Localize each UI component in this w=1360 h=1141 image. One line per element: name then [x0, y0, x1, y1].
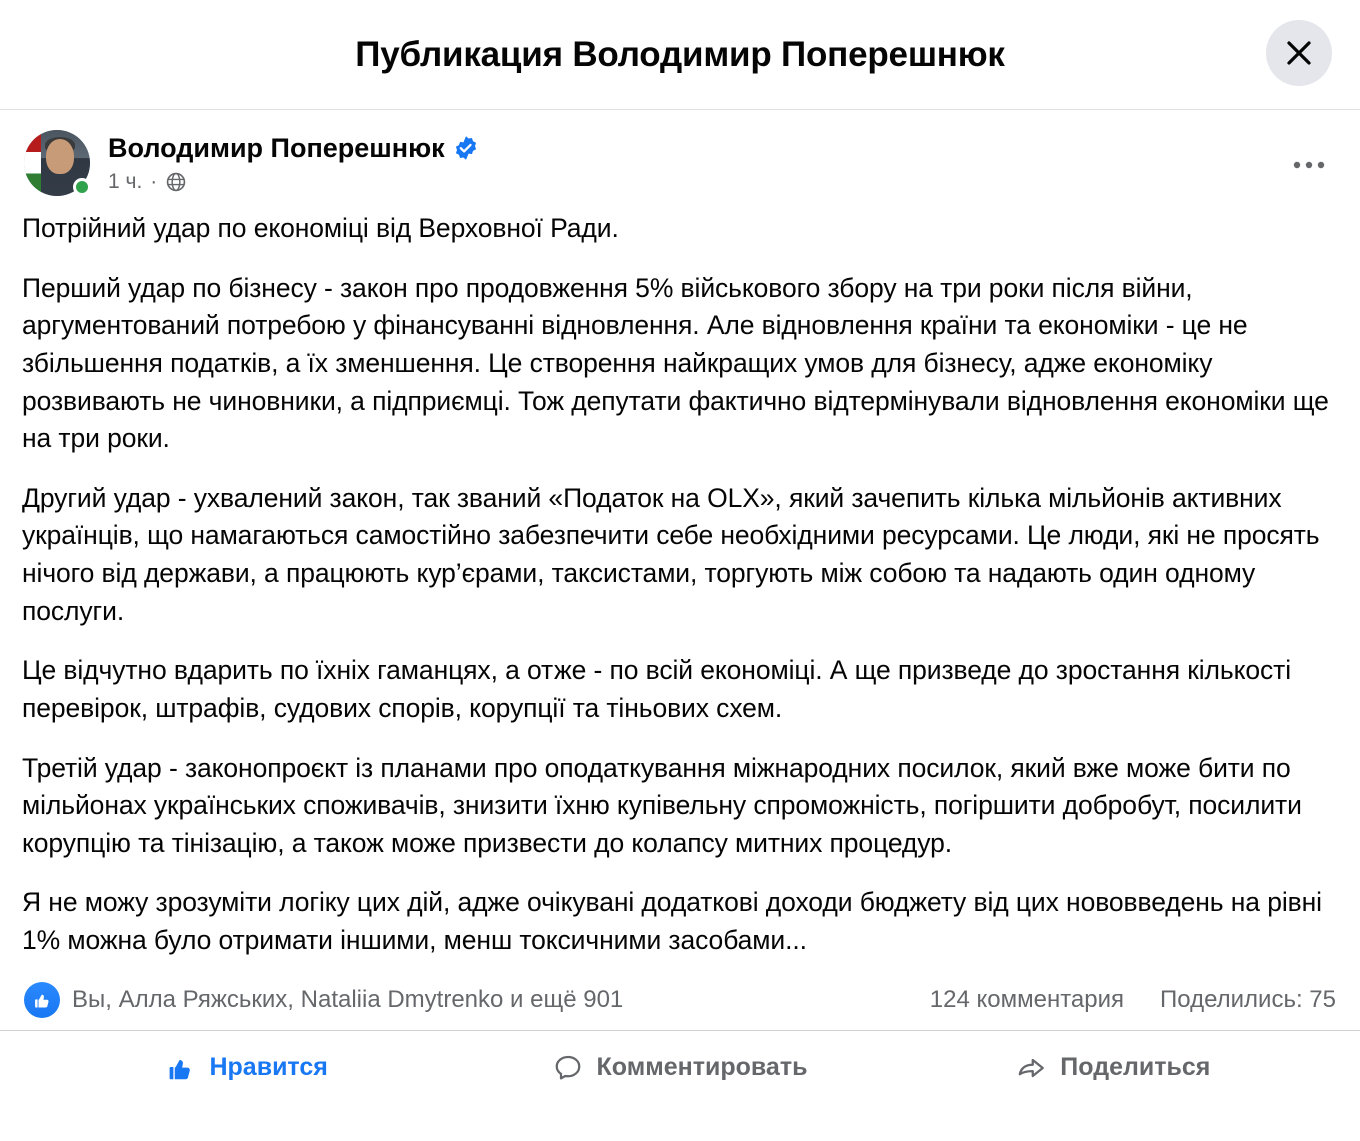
avatar[interactable]: [24, 130, 90, 196]
avatar-face-shape: [46, 139, 74, 173]
globe-icon[interactable]: [165, 171, 187, 193]
post-paragraph: Це відчутно вдарить по їхніх гаманцях, а отже - по всій економіці. А ще призведе до зростання кількості перевірок, штрафів, судових спорів, корупції та тіньових схем.: [22, 655, 1291, 723]
like-reaction-icon: [24, 982, 60, 1018]
like-button[interactable]: [30, 1045, 463, 1091]
stats-right: [930, 986, 1336, 1014]
comment-button-label: Комментировать: [596, 1053, 808, 1082]
comment-button[interactable]: [463, 1045, 896, 1091]
author-name[interactable]: Володимир Поперешнюк: [108, 133, 445, 163]
post-actions: [0, 1031, 1360, 1111]
online-status-dot: [73, 178, 91, 196]
reactions-text: Вы, Алла Ряжських, Nataliia Dmytrenko и ещё 901: [72, 985, 624, 1013]
verified-badge-icon: [453, 135, 479, 161]
comments-count[interactable]: 124 комментария: [929, 985, 1125, 1013]
post-paragraph: Потрійний удар по економіці від Верховної Ради.: [22, 213, 619, 243]
post-container: [0, 110, 1360, 1141]
close-glyph: [1284, 38, 1314, 68]
meta-separator: ·: [150, 170, 158, 194]
post-paragraph: Другий удар - ухвалений закон, так званий «Податок на OLX», який зачепить кілька мільйонів активних українців, що намагаються самостійно забезпечити себе необхідними ресурсами. Це люди, які не просять нічого від держави, а працюють кур’єрами, таксистами, торгують між собою та надають один одному послуги.: [22, 482, 1320, 626]
share-button-label: Поделиться: [1060, 1053, 1211, 1082]
close-icon[interactable]: [1266, 20, 1332, 86]
dialog-header: [0, 0, 1360, 110]
post-stats: [0, 972, 1360, 1031]
post-paragraph: Перший удар по бізнесу - закон про продовження 5% військового збору на три роки після війни, аргументований потребою у фінансуванні відновлення. Але відновлення країни та економіки - це не збільшення податків, а їх зменшення. Це створення найкращих умов для бізнесу, адже економіку розвивають не чиновники, а підприємці. Тож депутати фактично відтермінували відновлення економіки ще на три роки.: [22, 272, 1329, 454]
post-timestamp[interactable]: 1 ч.: [108, 170, 143, 194]
more-options-icon[interactable]: [1282, 138, 1336, 192]
thumbs-up-icon: [165, 1053, 195, 1083]
like-button-label: Нравится: [209, 1053, 328, 1082]
post-text: [0, 204, 1360, 966]
post-submeta: [108, 170, 479, 194]
shares-count[interactable]: Поделились: 75: [1160, 985, 1336, 1013]
post-header: [0, 110, 1360, 204]
share-icon: [1016, 1053, 1046, 1083]
author-row: [108, 132, 479, 164]
post-paragraph: Третій удар - законопроєкт із планами про оподаткування міжнародних посилок, який вже може бити по мільйонах українських споживачів, знизити їхню купівельну спроможність, погіршити добробут, посилити корупцію та тінізацію, а також може призвести до колапсу митних процедур.: [22, 752, 1302, 858]
share-button[interactable]: [897, 1045, 1330, 1091]
avatar-flag-stripe: [24, 130, 41, 196]
comment-icon: [553, 1053, 583, 1083]
reactions-summary[interactable]: [24, 982, 930, 1018]
post-author-meta: [108, 130, 479, 194]
page-title: Публикация Володимир Поперешнюк: [355, 34, 1005, 74]
post-paragraph: Я не можу зрозуміти логіку цих дій, адже очікувані додаткові доходи бюджету від цих нововведень на рівні 1% можна було отримати іншими, менш токсичними засобами...: [22, 887, 1322, 955]
